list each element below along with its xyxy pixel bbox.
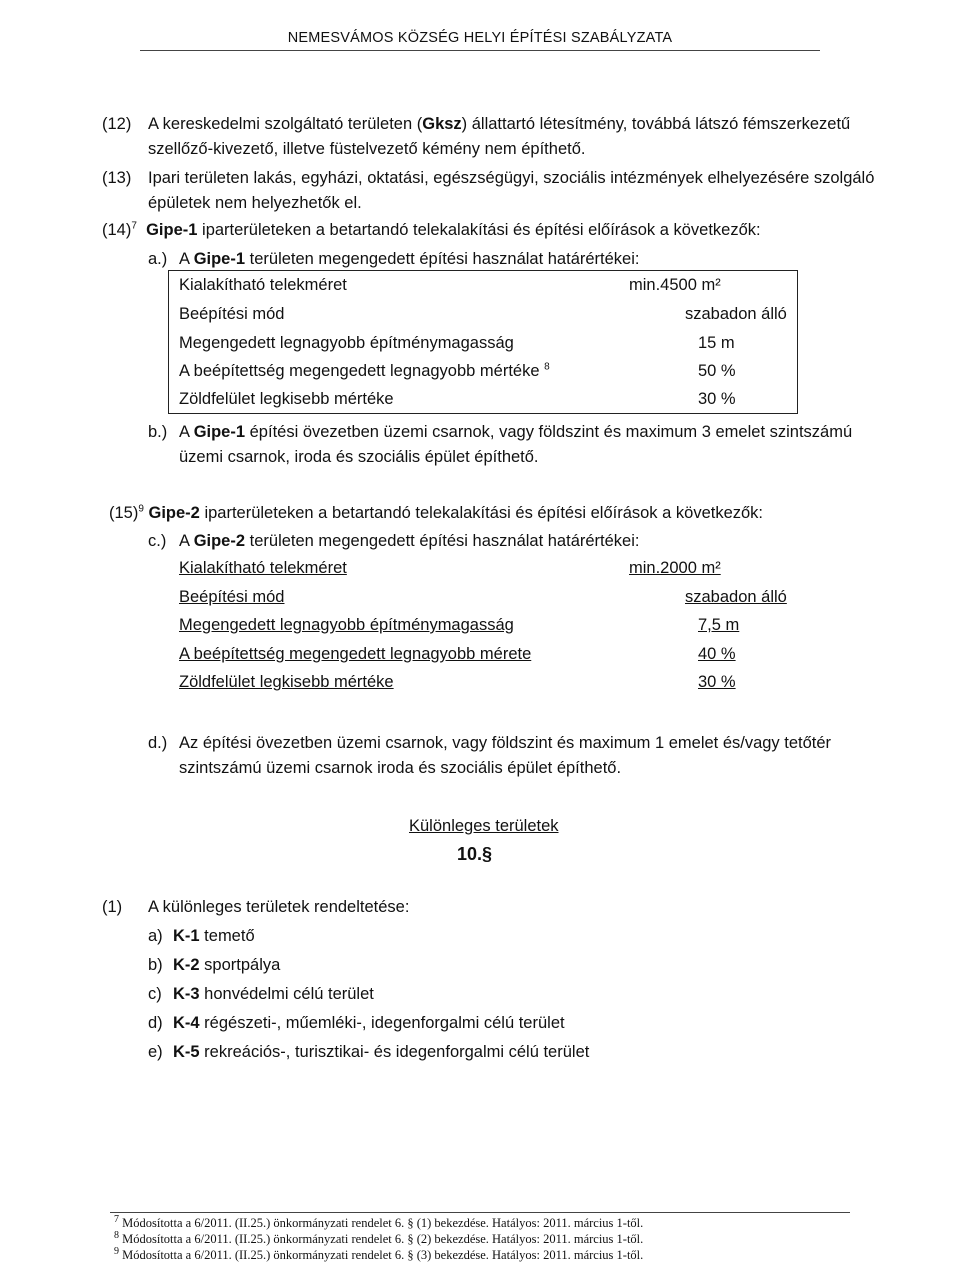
table-c-row-1-label: Kialakítható telekméret <box>179 559 347 577</box>
section-b-line-1: A Gipe-1 építési övezetben üzemi csarnok, vagy földszint és maximum 3 emelet szintszámú <box>179 423 853 441</box>
paragraph-13-line-1: Ipari területen lakás, egyházi, oktatási, egészségügyi, szociális intézmények elhelyezésére szolgáló <box>148 169 875 187</box>
footnote-ref-7: 7 <box>131 220 137 232</box>
list-item-label: a) <box>148 927 163 945</box>
list-item: K-2 sportpálya <box>173 956 281 974</box>
table-c-row-4-value: 40 % <box>698 645 736 663</box>
paragraph-12-line-2: szellőző-kivezető, illetve füstelvezető kémény nem építhető. <box>148 140 586 158</box>
list-item: K-4 régészeti-, műemléki-, idegenforgalmi célú terület <box>173 1014 565 1032</box>
table-c-row-4-label: A beépítettség megengedett legnagyobb mérete <box>179 645 532 663</box>
list-item: K-5 rekreációs-, turisztikai- és idegenforgalmi célú terület <box>173 1043 590 1061</box>
list-item-label: e) <box>148 1043 163 1061</box>
table-a-row-5-label: Zöldfelület legkisebb mértéke <box>179 390 394 408</box>
table-a-row-5-value: 30 % <box>698 390 736 408</box>
table-a-row-4-value: 50 % <box>698 362 736 380</box>
list-item-label: c) <box>148 985 162 1003</box>
paragraph-15: $(15)^9$ Gipe-2 iparterületeken a betartandó telekalakítási és építési előírások a következők: <box>109 503 764 522</box>
section-number: 10.§ <box>457 844 493 864</box>
section-b-line-2: üzemi csarnok, iroda és szociális épület építhető. <box>179 448 539 466</box>
section-c-heading: A Gipe-2 területen megengedett építési használat határértékei: <box>179 532 640 550</box>
table-c-row-2-value: szabadon álló <box>685 588 787 606</box>
paragraph-12-line-1: A kereskedelmi szolgáltató területen (Gksz) állattartó létesítmény, továbbá látszó fémszerkezetű <box>148 115 851 133</box>
table-c-row-5-label: Zöldfelület legkisebb mértéke <box>179 673 394 691</box>
list-item-label: d) <box>148 1014 163 1032</box>
footnote-ref-9: 9 <box>138 503 144 515</box>
page-header-title: NEMESVÁMOS KÖZSÉG HELYI ÉPÍTÉSI SZABÁLYZATA <box>287 30 673 46</box>
section-d-label: d.) <box>148 734 168 752</box>
header-divider <box>140 50 820 51</box>
paragraph-1-text: A különleges területek rendeltetése: <box>148 898 410 916</box>
table-a-row-1-value: min.4500 m² <box>629 276 721 294</box>
special-areas-heading: Különleges területek <box>409 817 559 835</box>
section-b-label: b.) <box>148 423 168 441</box>
table-c-row-3-value: 7,5 m <box>698 616 740 634</box>
section-d-line-1: Az építési övezetben üzemi csarnok, vagy földszint és maximum 1 emelet és/vagy tetőtér <box>179 734 832 752</box>
table-a-row-3-label: Megengedett legnagyobb építménymagasság <box>179 334 514 352</box>
list-item: K-3 honvédelmi célú terület <box>173 985 374 1003</box>
table-c-row-3-label: Megengedett legnagyobb építménymagasság <box>179 616 514 634</box>
paragraph-1-number: (1) <box>102 898 123 916</box>
section-c-label: c.) <box>148 532 167 550</box>
table-a-row-4-label: A beépítettség megengedett legnagyobb mértéke $^8$ <box>179 361 550 380</box>
list-item: K-1 temető <box>173 927 255 945</box>
section-d-line-2: szintszámú üzemi csarnok iroda és szociális épület építhető. <box>179 759 622 777</box>
paragraph-12-number: (12) <box>102 115 132 133</box>
footnote-8: $^8$ Módosította a 6/2011. (II.25.) önkormányzati rendelet 6. § (2) bekezdése. Hatályos: 2011. március 1-től. <box>114 1229 644 1246</box>
list-item-label: b) <box>148 956 163 974</box>
table-c-row-1-value: min.2000 m² <box>629 559 721 577</box>
table-a-row-2-label: Beépítési mód <box>179 305 285 323</box>
section-a-label: a.) <box>148 250 168 268</box>
paragraph-13-number: (13) <box>102 169 132 187</box>
paragraph-14: $(14)^7$ Gipe-1 iparterületeken a betartandó telekalakítási és építési előírások a következők: <box>102 220 761 239</box>
footnote-7: $^7$ Módosította a 6/2011. (II.25.) önkormányzati rendelet 6. § (1) bekezdése. Hatályos: 2011. március 1-től. <box>114 1213 644 1230</box>
footnote-9: $^9$ Módosította a 6/2011. (II.25.) önkormányzati rendelet 6. § (3) bekezdése. Hatályos: 2011. március 1-től. <box>114 1245 644 1262</box>
table-a-row-2-value: szabadon álló <box>685 305 787 323</box>
paragraph-13-line-2: épületek nem helyezhetők el. <box>148 194 362 212</box>
footnote-ref-8: 8 <box>544 361 550 373</box>
table-c-row-5-value: 30 % <box>698 673 736 691</box>
table-a-row-1-label: Kialakítható telekméret <box>179 276 347 294</box>
table-a-row-3-value: 15 m <box>698 334 735 352</box>
section-a-heading: A Gipe-1 területen megengedett építési használat határértékei: <box>179 250 640 268</box>
table-c-row-2-label: Beépítési mód <box>179 588 285 606</box>
footnote-divider <box>110 1212 850 1213</box>
